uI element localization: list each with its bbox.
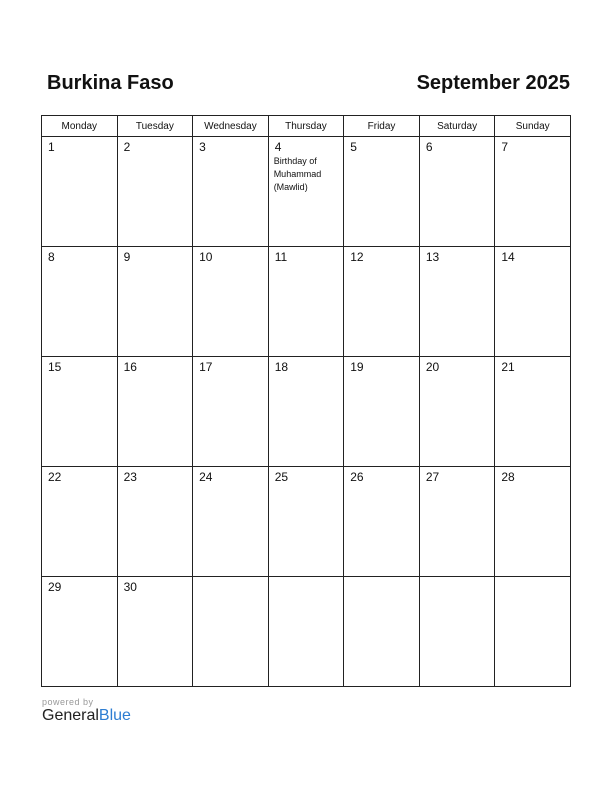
day-number: 3 bbox=[199, 140, 206, 154]
day-cell bbox=[42, 467, 118, 577]
day-cell bbox=[268, 357, 344, 467]
holiday-event: Birthday of Muhammad (Mawlid) bbox=[273, 156, 322, 192]
weekday-header-row bbox=[42, 116, 571, 137]
week-row bbox=[42, 467, 571, 577]
week-row bbox=[42, 357, 571, 467]
day-number: 8 bbox=[48, 250, 55, 264]
day-number: 27 bbox=[425, 470, 440, 484]
day-number: 14 bbox=[501, 250, 515, 264]
day-cell bbox=[193, 247, 269, 357]
day-cell bbox=[344, 247, 420, 357]
day-cell bbox=[42, 357, 118, 467]
day-number: 10 bbox=[199, 250, 213, 264]
footer bbox=[42, 697, 131, 725]
weekday-thursday: Thursday bbox=[268, 116, 344, 137]
day-cell bbox=[495, 247, 571, 357]
weekday-wednesday: Wednesday bbox=[193, 116, 269, 137]
day-cell bbox=[344, 137, 420, 247]
day-cell bbox=[419, 357, 495, 467]
day-cell bbox=[419, 577, 495, 687]
day-cell bbox=[419, 467, 495, 577]
day-cell bbox=[193, 357, 269, 467]
day-cell bbox=[42, 247, 118, 357]
day-number: 2 bbox=[123, 140, 131, 154]
calendar-header bbox=[41, 72, 570, 98]
day-cell bbox=[193, 137, 269, 247]
day-number: 12 bbox=[350, 250, 364, 264]
day-number: 18 bbox=[274, 360, 289, 374]
day-cell bbox=[495, 137, 571, 247]
weekday-saturday: Saturday bbox=[419, 116, 495, 137]
day-number: 15 bbox=[48, 360, 62, 374]
day-number: 4 bbox=[274, 140, 282, 154]
brand-blue: Blue bbox=[98, 707, 131, 724]
day-number: 17 bbox=[199, 360, 213, 374]
day-number: 1 bbox=[48, 140, 55, 154]
day-number: 28 bbox=[501, 470, 515, 484]
day-number: 13 bbox=[425, 250, 440, 264]
day-cell bbox=[419, 247, 495, 357]
day-number: 6 bbox=[425, 140, 433, 154]
week-row bbox=[42, 577, 571, 687]
brand-general: General bbox=[42, 707, 99, 724]
day-cell bbox=[268, 247, 344, 357]
day-cell bbox=[344, 357, 420, 467]
day-number: 9 bbox=[123, 250, 131, 264]
day-number: 23 bbox=[123, 470, 137, 484]
day-number: 24 bbox=[199, 470, 213, 484]
day-cell bbox=[495, 357, 571, 467]
day-cell bbox=[117, 137, 193, 247]
day-number: 21 bbox=[501, 360, 515, 374]
week-row bbox=[42, 137, 571, 247]
day-number: 7 bbox=[501, 140, 509, 154]
day-number: 16 bbox=[123, 360, 137, 374]
day-cell bbox=[117, 357, 193, 467]
day-cell bbox=[193, 467, 269, 577]
week-row bbox=[42, 247, 571, 357]
day-cell bbox=[117, 577, 193, 687]
day-cell bbox=[419, 137, 495, 247]
month-year-title: September 2025 bbox=[416, 72, 570, 94]
day-cell bbox=[268, 467, 344, 577]
calendar-grid bbox=[41, 115, 571, 687]
day-cell bbox=[268, 577, 344, 687]
day-number: 29 bbox=[48, 580, 62, 594]
day-cell bbox=[495, 467, 571, 577]
day-number: 20 bbox=[425, 360, 440, 374]
day-cell bbox=[117, 247, 193, 357]
weekday-tuesday: Tuesday bbox=[117, 116, 193, 137]
day-cell bbox=[193, 577, 269, 687]
day-cell bbox=[268, 137, 344, 247]
day-cell bbox=[344, 577, 420, 687]
weekday-monday: Monday bbox=[42, 116, 118, 137]
day-number: 25 bbox=[274, 470, 289, 484]
day-cell bbox=[42, 137, 118, 247]
day-number: 30 bbox=[123, 580, 137, 594]
day-cell bbox=[117, 467, 193, 577]
day-number: 19 bbox=[350, 360, 364, 374]
weekday-sunday: Sunday bbox=[495, 116, 571, 137]
day-cell bbox=[42, 577, 118, 687]
day-number: 5 bbox=[350, 140, 357, 154]
day-cell bbox=[344, 467, 420, 577]
day-number: 22 bbox=[48, 470, 62, 484]
country-title: Burkina Faso bbox=[47, 72, 174, 94]
day-number: 11 bbox=[274, 250, 288, 264]
generalblue-logo[interactable] bbox=[42, 707, 131, 725]
day-number: 26 bbox=[350, 470, 364, 484]
powered-by-text: powered by bbox=[42, 697, 94, 707]
weekday-friday: Friday bbox=[344, 116, 420, 137]
day-cell bbox=[495, 577, 571, 687]
